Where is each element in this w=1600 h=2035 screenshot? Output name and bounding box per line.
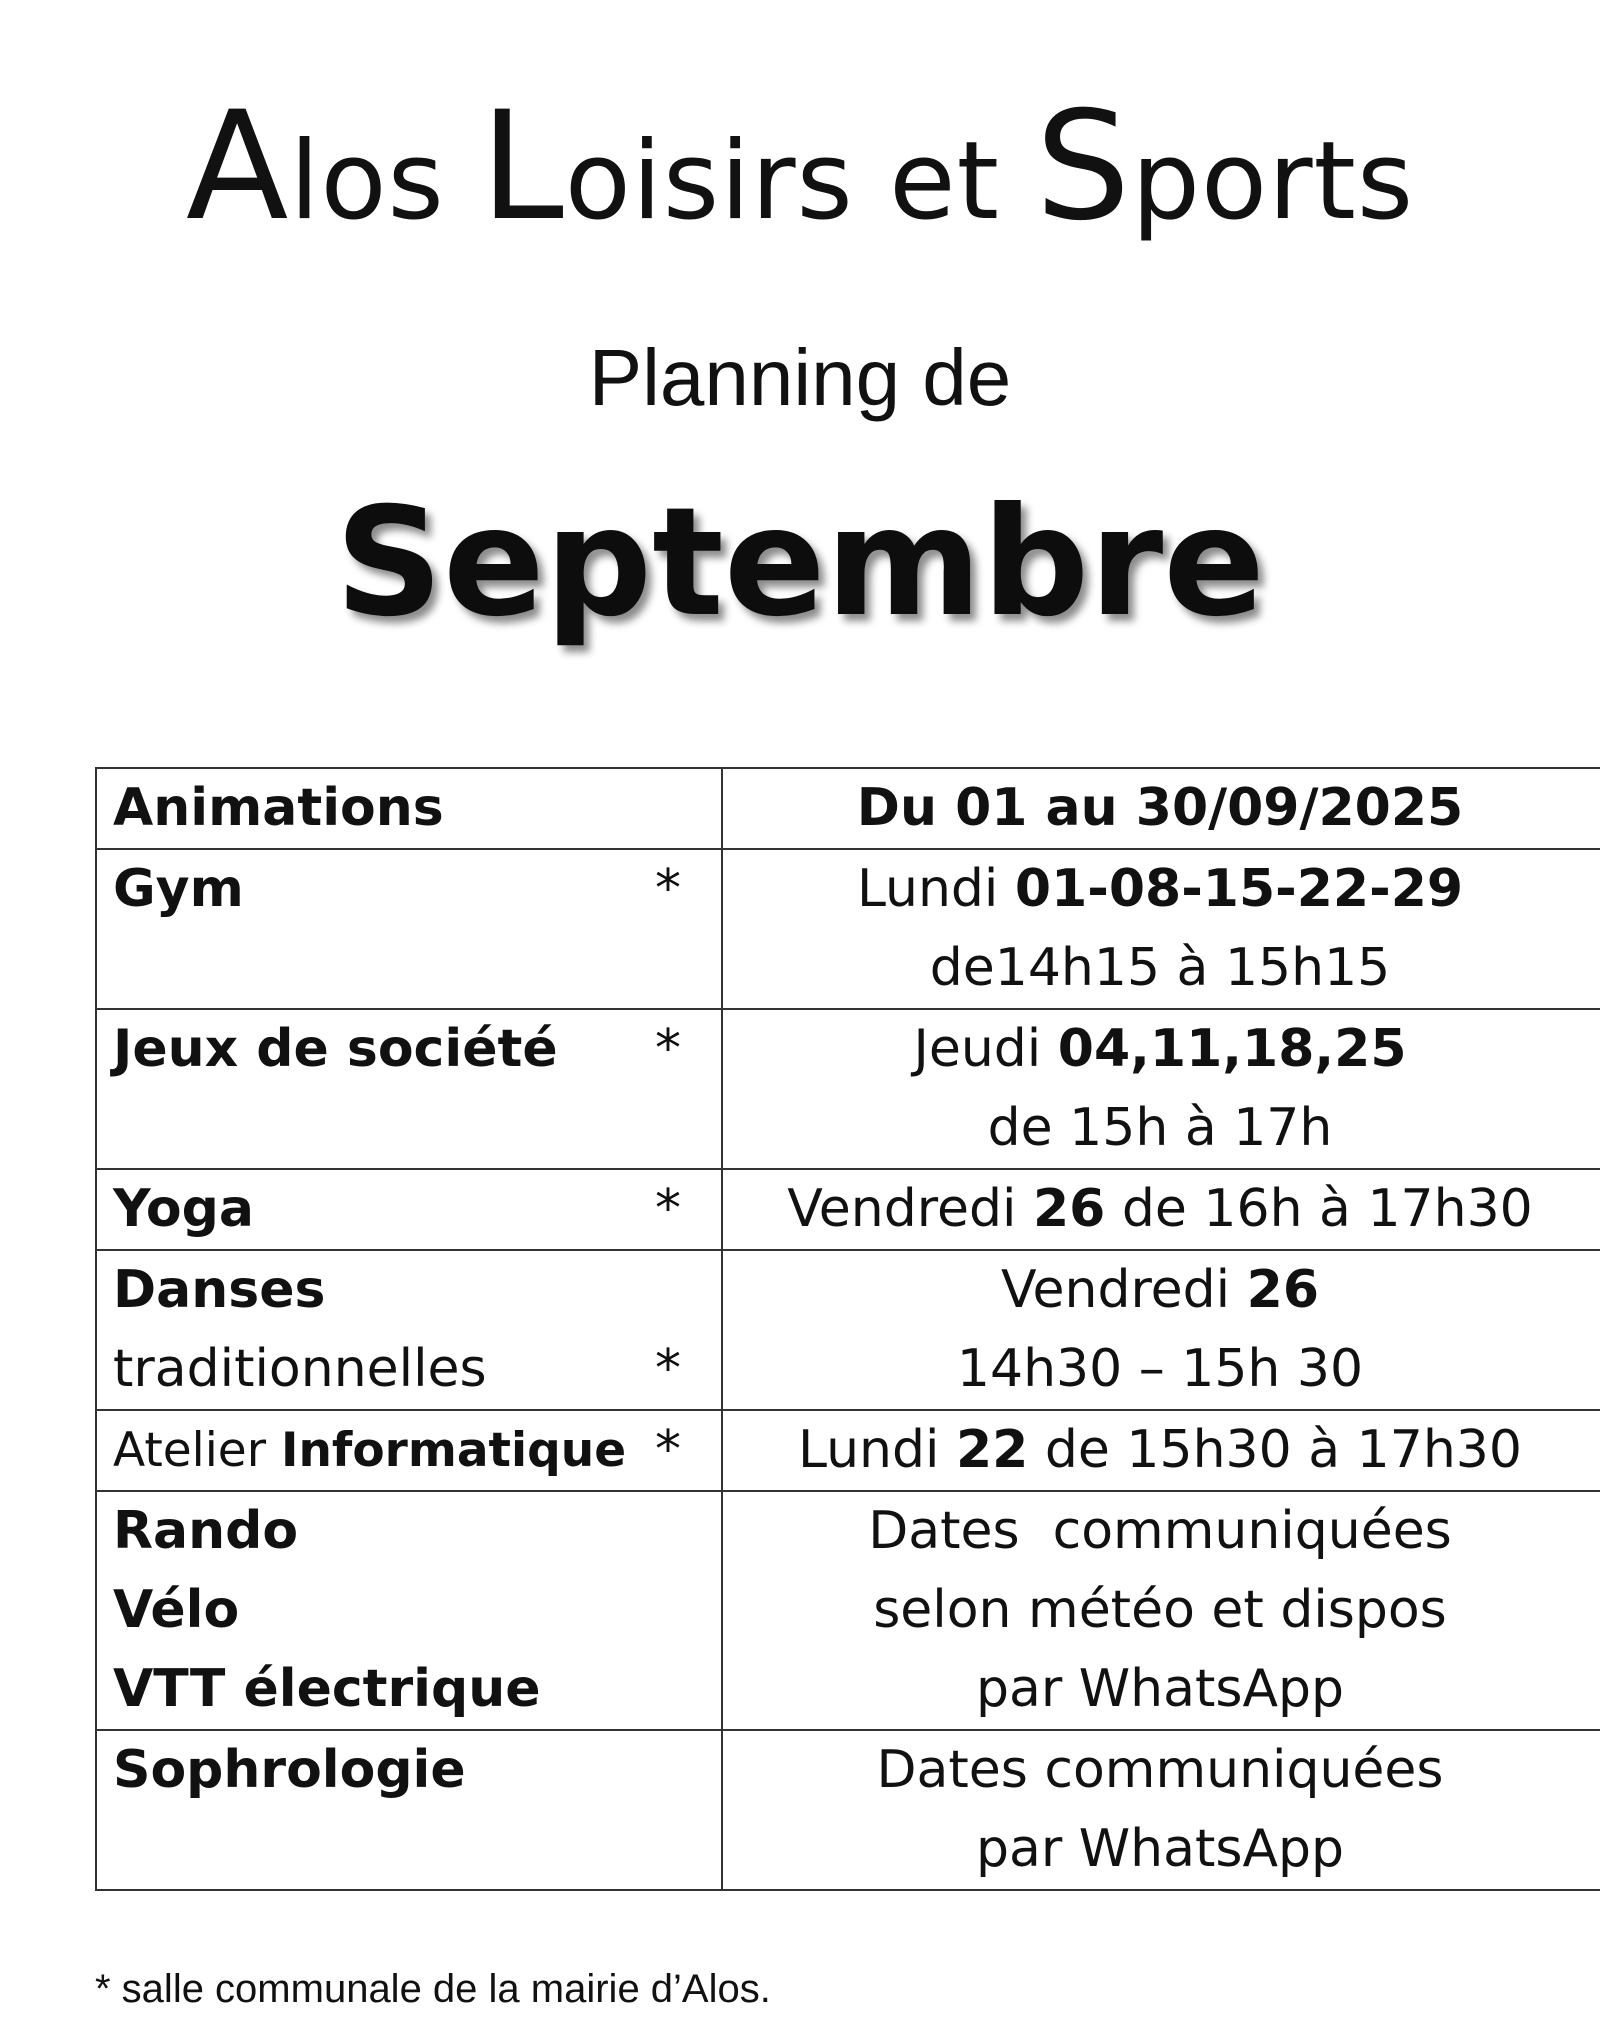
schedule-time: de14h15 à 15h15: [929, 938, 1391, 998]
schedule-info: par WhatsApp: [975, 1819, 1345, 1879]
activity-name: Jeux de société: [113, 1019, 558, 1079]
footnote: * salle communale de la mairie d’Alos.: [95, 1967, 771, 2011]
schedule-info: Dates communiquées: [876, 1740, 1444, 1800]
activity-name-prefix: Atelier: [113, 1423, 267, 1478]
schedule-day: Lundi: [798, 1420, 940, 1480]
table-row-rando: [96, 1491, 1600, 1730]
schedule-time: 14h30 – 15h 30: [956, 1339, 1364, 1399]
title-word-sports-rest: ports: [1131, 119, 1415, 244]
schedule-dates: 01-08-15-22-29: [1014, 859, 1464, 919]
table-row-yoga: [96, 1169, 1600, 1250]
activity-cell: [96, 1169, 722, 1250]
schedule-table: [95, 767, 1600, 1891]
header-animations: Animations: [96, 768, 722, 849]
schedule-cell: [722, 1410, 1600, 1491]
activity-name: Informatique: [280, 1423, 627, 1478]
table-row-jeux: [96, 1009, 1600, 1169]
activity-cell: [96, 1410, 722, 1491]
title-word-loisirs-rest: oisirs: [564, 119, 854, 244]
schedule-cell: [722, 1250, 1600, 1410]
schedule-cell: [722, 1169, 1600, 1250]
schedule-cell: [722, 1730, 1600, 1890]
schedule-dates: 22: [956, 1420, 1029, 1480]
activity-cell: [96, 849, 722, 1009]
title-word-alos-rest: los: [289, 119, 445, 244]
activity-name: Yoga: [113, 1179, 254, 1239]
activity-name: Gym: [113, 859, 244, 919]
title-initial-s: S: [1035, 80, 1132, 254]
activity-name: Sophrologie: [113, 1740, 466, 1800]
schedule-cell: [722, 1491, 1600, 1730]
table-row-sophrologie: [96, 1730, 1600, 1890]
activity-name: VTT électrique: [113, 1659, 541, 1719]
table-row-danses: [96, 1250, 1600, 1410]
schedule-cell: [722, 849, 1600, 1009]
activity-name: Rando: [113, 1501, 299, 1561]
star-marker: *: [655, 1019, 681, 1079]
schedule-time: de 16h à 17h30: [1121, 1179, 1533, 1239]
schedule-day: Jeudi: [913, 1019, 1042, 1079]
title-word-et: et: [889, 119, 1000, 244]
title-initial-a: A: [185, 80, 290, 254]
star-marker: *: [655, 1420, 681, 1480]
schedule-dates: 26: [1032, 1179, 1106, 1239]
planning-subtitle: Planning de: [588, 333, 1012, 422]
table-row-gym: [96, 849, 1600, 1009]
month-heading: Septembre: [335, 476, 1265, 650]
activity-cell: [96, 1730, 722, 1890]
title-initial-l: L: [480, 80, 565, 254]
activity-cell: [96, 1009, 722, 1169]
schedule-cell: [722, 1009, 1600, 1169]
table-header-row: [96, 768, 1600, 849]
star-marker: *: [655, 1339, 681, 1399]
schedule-time: de 15h30 à 17h30: [1044, 1420, 1522, 1480]
star-marker: *: [655, 859, 681, 919]
schedule-day: Vendredi: [787, 1179, 1017, 1239]
schedule-time: de 15h à 17h: [987, 1098, 1333, 1158]
schedule-day: Lundi: [856, 859, 999, 919]
schedule-info: Dates communiquées: [868, 1501, 1452, 1561]
schedule-info: par WhatsApp: [975, 1659, 1345, 1719]
schedule-dates: 26: [1246, 1260, 1320, 1320]
association-title: [0, 80, 1600, 254]
activity-name: Vélo: [113, 1580, 240, 1640]
schedule-dates: 04,11,18,25: [1057, 1019, 1407, 1079]
activity-cell: [96, 1250, 722, 1410]
schedule-day: Vendredi: [1000, 1260, 1231, 1320]
activity-name: Danses: [113, 1260, 326, 1320]
activity-name-continued: traditionnelles: [113, 1339, 487, 1399]
schedule-info: selon météo et dispos: [873, 1580, 1447, 1640]
activity-cell: [96, 1491, 722, 1730]
table-row-informatique: [96, 1410, 1600, 1491]
header-period: Du 01 au 30/09/2025: [722, 768, 1600, 849]
star-marker: *: [655, 1179, 681, 1239]
